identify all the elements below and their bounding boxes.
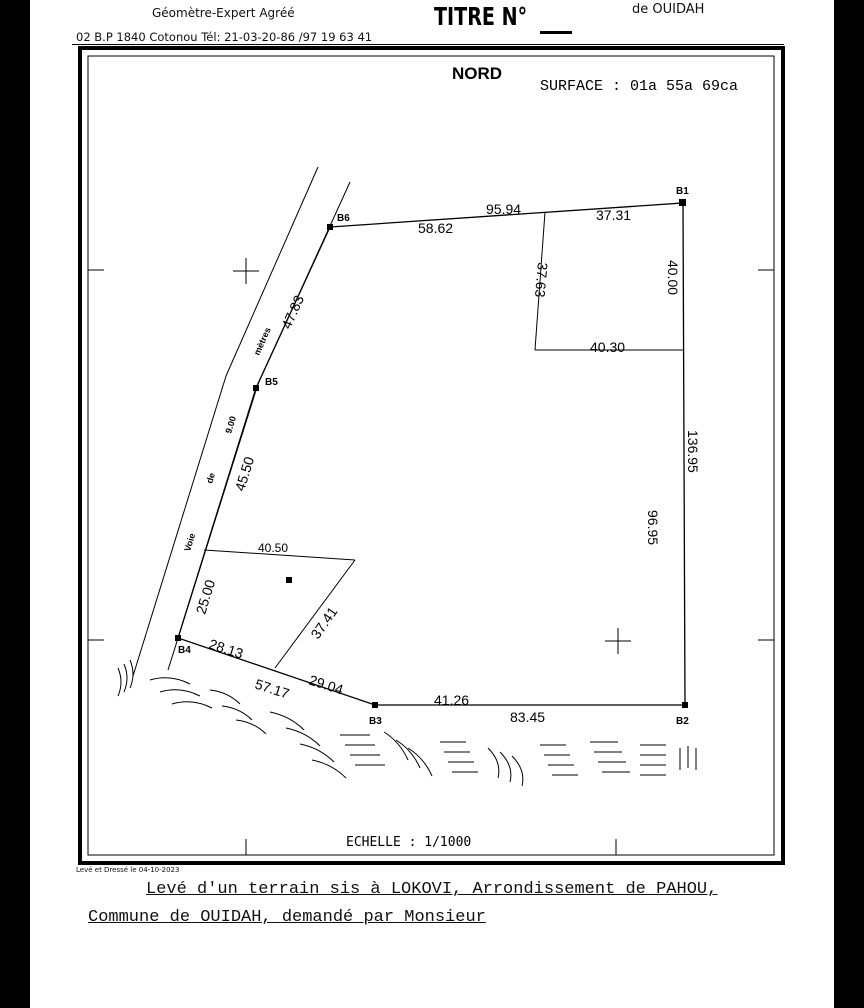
surface-label: SURFACE : 01a 55a 69ca <box>540 78 739 95</box>
inner-point-mark <box>286 577 292 583</box>
surveyor-address: 02 B.P 1840 Cotonou Tél: 21-03-20-86 /97 19 63 41 <box>76 30 373 44</box>
dim-b2-b3-total: 83.45 <box>510 709 546 725</box>
beacon-b4: B4 <box>178 645 191 656</box>
beacon-b6-mark <box>327 224 333 230</box>
dim-b3-b4-part: 29.04 <box>307 671 346 698</box>
dim-inner-diag: 37.41 <box>307 603 341 642</box>
dim-b6-b1-part2: 37.31 <box>596 207 632 223</box>
road-label-metres: mètres <box>251 325 273 357</box>
scale-label: ECHELLE : 1/1000 <box>346 835 472 850</box>
north-label: NORD <box>452 64 503 83</box>
dim-b4-b5: 25.00 <box>192 577 219 616</box>
dim-b1-b2-upper: 40.00 <box>665 260 681 296</box>
dim-b6-b1-total: 95.94 <box>486 201 522 217</box>
road-lines <box>133 167 350 676</box>
beacon-markers <box>175 199 688 708</box>
commune-top: de OUIDAH <box>632 2 705 17</box>
beacon-b2: B2 <box>676 716 689 727</box>
dim-b1-b2-total: 136.95 <box>685 430 701 473</box>
beacon-b5-mark <box>253 385 259 391</box>
dim-inner-top-left: 40.50 <box>258 541 289 555</box>
road-label-width: 9.00 <box>223 414 239 435</box>
surveyor-title: Géomètre-Expert Agréé <box>152 6 295 20</box>
titre-heading: TITRE N° <box>434 2 528 31</box>
footer-line-2: Commune de OUIDAH, demandé par Monsieur <box>88 908 486 927</box>
dim-b4-part: 28.13 <box>207 635 246 662</box>
beacon-b2-mark <box>682 702 688 708</box>
dim-b3-b4-total: 57.17 <box>253 675 292 702</box>
survey-date: Levé et Dressé le 04-10-2023 <box>76 866 180 874</box>
dim-b5-b6-lower: 45.50 <box>231 454 258 493</box>
parcel-boundary <box>178 203 685 705</box>
road-label-voie: Voie <box>182 532 198 553</box>
grid-marks <box>88 258 774 855</box>
inner-frame <box>88 56 774 855</box>
dim-inner-horizontal: 40.30 <box>590 339 626 355</box>
dim-b6-b1-part1: 58.62 <box>418 220 454 236</box>
beacon-b3-mark <box>372 702 378 708</box>
footer-line-1: Levé d'un terrain sis à LOKOVI, Arrondissement de PAHOU, <box>146 880 718 899</box>
beacon-b6: B6 <box>337 213 350 224</box>
dim-b1-b2-lower: 96.95 <box>645 510 661 546</box>
dim-b5-b6-upper: 47.83 <box>278 292 307 332</box>
dim-b2-b3-part: 41.26 <box>434 692 470 708</box>
outer-frame <box>80 48 783 863</box>
beacon-b4-mark <box>175 635 181 641</box>
inner-lines <box>204 212 683 668</box>
beacon-b5: B5 <box>265 377 278 388</box>
beacon-b1-mark <box>679 199 686 206</box>
road-label-de: de <box>204 471 217 485</box>
water-hatching <box>118 660 696 786</box>
beacon-b1: B1 <box>676 186 689 197</box>
dim-inner-vertical: 37.63 <box>531 261 551 299</box>
beacon-b3: B3 <box>369 716 382 727</box>
